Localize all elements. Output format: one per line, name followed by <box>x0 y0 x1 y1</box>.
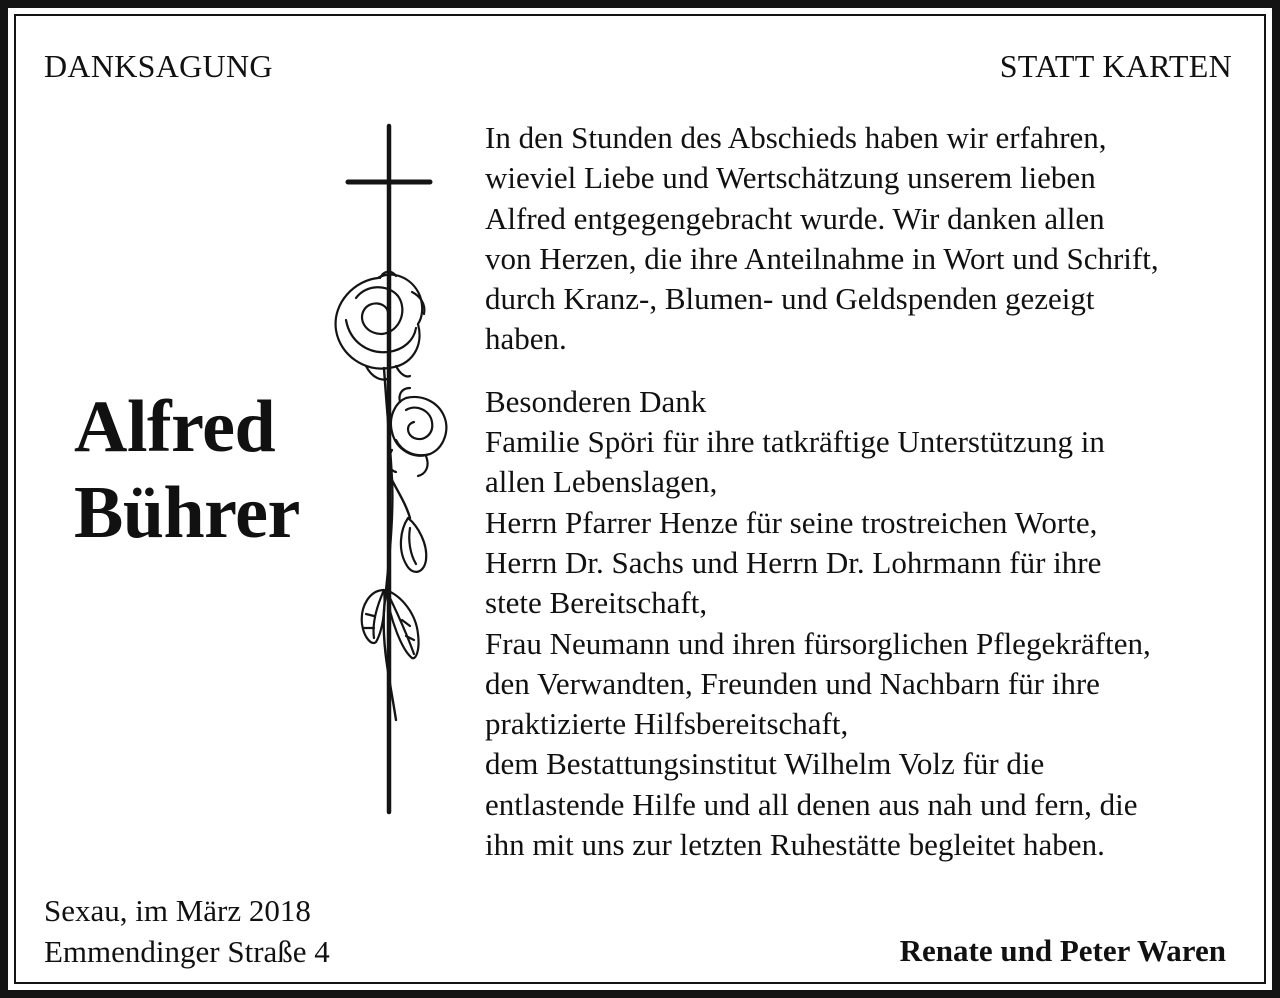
text-line: ihn mit uns zur letzten Ruhestätte begleitet haben. <box>485 827 1105 863</box>
text-line: entlastende Hilfe und all denen aus nah und fern, die <box>485 786 1138 822</box>
text-line: wieviel Liebe und Wertschätzung unserem lieben <box>485 160 1096 196</box>
text-line: In den Stunden des Abschieds haben wir erfahren, <box>485 120 1107 155</box>
text-line: Frau Neumann und ihren fürsorglichen Pflegekräften, <box>485 625 1151 661</box>
header-statt-karten: STATT KARTEN <box>999 48 1232 84</box>
paragraph-special-thanks <box>485 382 1265 866</box>
deceased-last-name: Bührer <box>74 472 300 554</box>
footer-place-address <box>44 890 330 972</box>
address: Emmendinger Straße 4 <box>44 934 330 969</box>
text-line: allen Lebenslagen, <box>485 464 718 500</box>
text-line: Familie Spöri für ihre tatkräftige Unterstützung in <box>485 424 1105 460</box>
deceased-first-name: Alfred <box>74 386 276 468</box>
text-line: dem Bestattungsinstitut Wilhelm Volz für die <box>485 746 1045 782</box>
text-line: stete Bereitschaft, <box>485 585 708 621</box>
text-line: Herrn Pfarrer Henze für seine trostreichen Worte, <box>485 504 1098 540</box>
text-line: von Herzen, die ihre Anteilnahme in Wort und Schrift, <box>485 240 1159 276</box>
text-line: Alfred entgegengebracht wurde. Wir danken allen <box>485 200 1105 236</box>
text-line: Herrn Dr. Sachs und Herrn Dr. Lohrmann für ihre <box>485 544 1102 580</box>
text-line: praktizierte Hilfsbereitschaft, <box>485 706 849 742</box>
text-line: Besonderen Dank <box>485 383 707 419</box>
paragraph-gap <box>485 360 1265 382</box>
place-date: Sexau, im März 2018 <box>44 893 311 928</box>
header-danksagung: DANKSAGUNG <box>44 48 273 84</box>
signature: Renate und Peter Waren <box>899 933 1226 968</box>
text-line: durch Kranz-, Blumen- und Geldspenden gezeigt <box>485 281 1095 317</box>
cross-with-roses-icon <box>326 120 456 820</box>
thank-you-text <box>485 118 1265 865</box>
deceased-name <box>74 384 300 556</box>
text-line: den Verwandten, Freunden und Nachbarn für ihre <box>485 665 1100 701</box>
text-line: haben. <box>485 321 567 357</box>
paragraph-thanks <box>485 118 1265 360</box>
